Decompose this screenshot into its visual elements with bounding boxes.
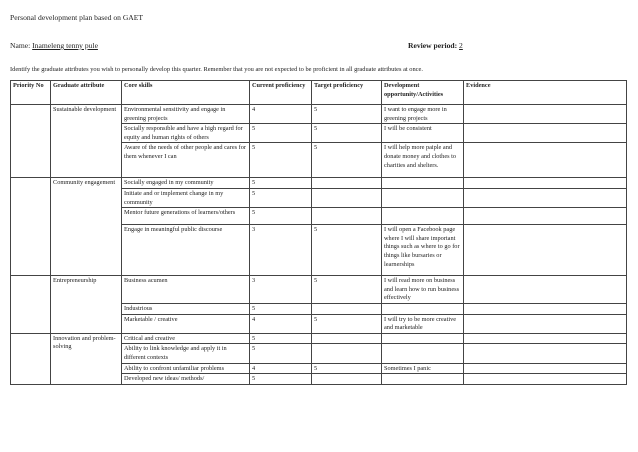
skill-cell: Business acumen (122, 276, 250, 304)
attribute-cell: Community engagement (51, 178, 122, 276)
name-line (10, 41, 180, 50)
skill-cell: Socially engaged in my community (122, 178, 250, 189)
skill-cell: Initiate and or implement change in my community (122, 188, 250, 207)
skill-cell: Ability to confront unfamiliar problems (122, 363, 250, 374)
name-label: Name: (10, 41, 31, 50)
header-evidence: Evidence (464, 81, 627, 105)
priority-cell (11, 178, 51, 276)
development-cell: I want to engage more in greening projects (382, 105, 464, 124)
skill-cell: Environmental sensitivity and engage in greening projects (122, 105, 250, 124)
table-row (11, 178, 627, 189)
development-cell: I will be consistent (382, 124, 464, 143)
evidence-cell (464, 225, 627, 276)
target-cell: 5 (312, 363, 382, 374)
skill-cell: Critical and creative (122, 333, 250, 344)
evidence-cell (464, 333, 627, 344)
target-cell (312, 333, 382, 344)
name-value: Inameleng tenny pule (32, 41, 98, 50)
development-cell (382, 178, 464, 189)
evidence-cell (464, 363, 627, 374)
current-cell: 5 (250, 143, 312, 178)
current-cell: 5 (250, 124, 312, 143)
table-row (11, 276, 627, 304)
target-cell (312, 178, 382, 189)
current-cell: 3 (250, 276, 312, 304)
target-cell (312, 303, 382, 314)
development-cell (382, 344, 464, 363)
evidence-cell (464, 178, 627, 189)
evidence-cell (464, 374, 627, 385)
current-cell: 5 (250, 374, 312, 385)
skill-cell: Aware of the needs of other people and cares for them whenever I can (122, 143, 250, 178)
development-cell: Sometimes I panic (382, 363, 464, 374)
priority-cell (11, 105, 51, 178)
target-cell: 5 (312, 143, 382, 178)
evidence-cell (464, 124, 627, 143)
attribute-cell: Sustainable development (51, 105, 122, 178)
skill-cell: Industrious (122, 303, 250, 314)
evidence-cell (464, 208, 627, 225)
development-cell: I will try to be more creative and marketable (382, 314, 464, 333)
target-cell: 5 (312, 124, 382, 143)
evidence-cell (464, 276, 627, 304)
skill-cell: Mentor future generations of learners/others (122, 208, 250, 225)
table-header-row (11, 81, 627, 105)
evidence-cell (464, 188, 627, 207)
priority-cell (11, 276, 51, 334)
current-cell: 5 (250, 333, 312, 344)
review-period-label: Review period: (408, 41, 458, 50)
target-cell (312, 188, 382, 207)
header-development: Development opportunity/Activities (382, 81, 464, 105)
instruction-text: Identify the graduate attributes you wish to personally develop this quarter. Remember that you are not expected to be proficient in all graduate attributes at once. (10, 66, 423, 73)
current-cell: 4 (250, 314, 312, 333)
development-cell (382, 188, 464, 207)
development-cell (382, 374, 464, 385)
development-cell: I will read more on business and learn how to run business effectively (382, 276, 464, 304)
table-row (11, 333, 627, 344)
development-cell (382, 333, 464, 344)
current-cell: 4 (250, 105, 312, 124)
current-cell: 4 (250, 363, 312, 374)
attribute-cell: Entrepreneurship (51, 276, 122, 334)
current-cell: 5 (250, 188, 312, 207)
header-priority: Priority No (11, 81, 51, 105)
development-cell (382, 303, 464, 314)
skill-cell: Marketable / creative (122, 314, 250, 333)
current-cell: 3 (250, 225, 312, 276)
header-target: Target proficiency (312, 81, 382, 105)
document-title: Personal development plan based on GAET (10, 13, 144, 22)
skill-cell: Developed new ideas/ methods/ (122, 374, 250, 385)
current-cell: 5 (250, 178, 312, 189)
priority-cell (11, 333, 51, 384)
target-cell (312, 374, 382, 385)
target-cell: 5 (312, 276, 382, 304)
target-cell (312, 208, 382, 225)
development-cell: I will open a Facebook page where I will share important things such as where to go for things like bursaries or learnerships (382, 225, 464, 276)
review-period-line (408, 41, 604, 50)
header-current: Current proficiency (250, 81, 312, 105)
evidence-cell (464, 303, 627, 314)
evidence-cell (464, 143, 627, 178)
development-cell: I will help more paiple and donate money and clothes to charities and shelters. (382, 143, 464, 178)
evidence-cell (464, 105, 627, 124)
evidence-cell (464, 314, 627, 333)
current-cell: 5 (250, 208, 312, 225)
target-cell: 5 (312, 225, 382, 276)
skill-cell: Socially responsible and have a high regard for equity and human rights of others (122, 124, 250, 143)
target-cell: 5 (312, 314, 382, 333)
current-cell: 5 (250, 303, 312, 314)
table-body (11, 105, 627, 385)
development-plan-table (10, 80, 627, 385)
review-period-value: 2 (459, 41, 463, 50)
target-cell: 5 (312, 105, 382, 124)
skill-cell: Engage in meaningful public discourse (122, 225, 250, 276)
evidence-cell (464, 344, 627, 363)
development-cell (382, 208, 464, 225)
skill-cell: Ability to link knowledge and apply it in different contexts (122, 344, 250, 363)
table-row (11, 105, 627, 124)
header-attribute: Graduate attribute (51, 81, 122, 105)
current-cell: 5 (250, 344, 312, 363)
attribute-cell: Innovation and problem-solving (51, 333, 122, 384)
header-core-skills: Core skills (122, 81, 250, 105)
target-cell (312, 344, 382, 363)
